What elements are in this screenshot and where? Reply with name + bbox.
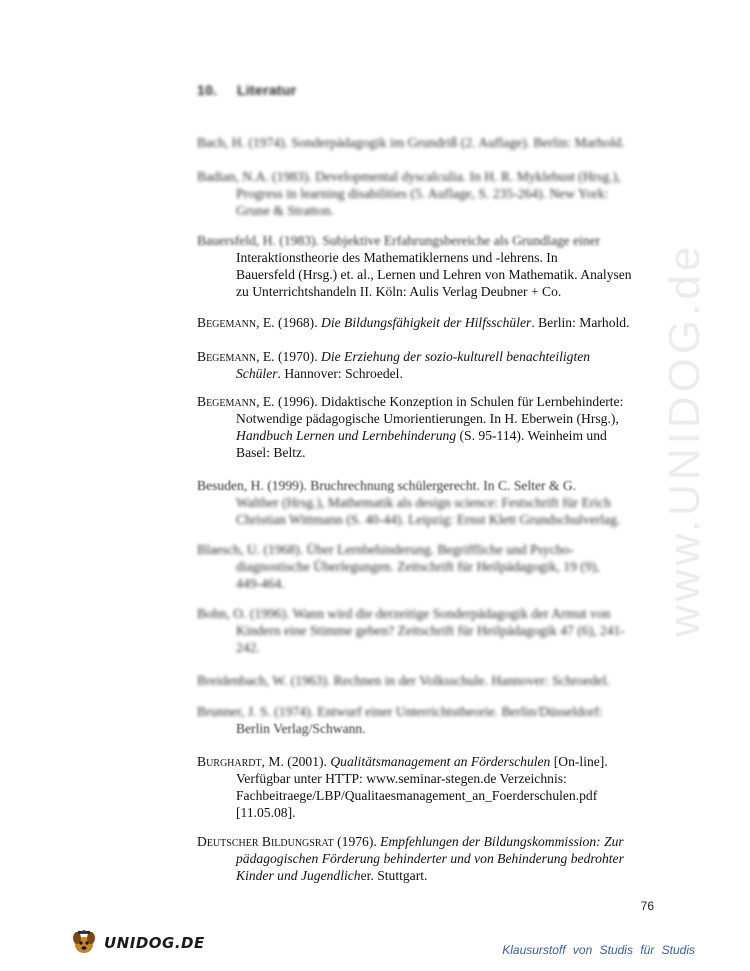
reference-entry (197, 393, 649, 461)
reference-line: Kindern eine Stimme geben? Zeitschrift für Heilpädagogik 47 (6), 241- (236, 623, 625, 638)
reference-line: Berlin Verlag/Schwann. (236, 721, 366, 736)
watermark: www.UNIDOG.de (660, 242, 709, 638)
reference-title: Handbuch Lernen und Lernbehinderung (236, 428, 457, 443)
reference-line: Badian, N.A. (1983). Developmental dyscalculia. In H. R. Myklebust (Hrsg.), (197, 169, 621, 184)
reference-line: Bauersfeld, H. (1983). Subjektive Erfahrungsbereiche als Grundlage einer (197, 233, 601, 248)
page-number: 76 (640, 899, 654, 913)
reference-medium: [On-line]. (550, 754, 608, 769)
logo-text: UNIDOG.DE (104, 934, 205, 952)
reference-entry (197, 672, 649, 689)
reference-entry (197, 477, 649, 528)
reference-line: Basel: Beltz. (236, 445, 306, 460)
reference-line: diagnostische Überlegungen. Zeitschrift für Heilpädagogik, 19 (9), (236, 559, 600, 574)
reference-year: , M. (2001). (261, 754, 331, 769)
reference-publisher: . Berlin: Marhold. (531, 315, 630, 330)
reference-entry (197, 168, 649, 219)
section-title: Literatur (237, 82, 297, 98)
reference-line: Breidenbach, W. (1963). Rechnen in der Volksschule. Hannover: Schroedel. (197, 673, 610, 688)
reference-line: Blaesch, U. (1968). Über Lernbehinderung. Begriffliche und Psycho- (197, 542, 574, 557)
reference-pages: (S. 95-114). Weinheim und (456, 428, 607, 443)
reference-entry (197, 753, 649, 821)
reference-line: Bauersfeld (Hrsg.) et. al., Lernen und Lehren von Mathematik. Analysen (236, 267, 632, 282)
reference-title: Die Erziehung der sozio-kulturell benachteiligten (321, 349, 591, 364)
reference-year: , E. (1970). (256, 349, 321, 364)
footer-tagline: Klausurstoff von Studis für Studis (502, 943, 695, 957)
reference-line: Brunner, J. S. (1974). Entwurf einer Unterrichtstheorie. Berlin/Düsseldorf: (197, 704, 603, 719)
reference-entry (197, 833, 649, 884)
reference-year: (1976). (333, 834, 381, 849)
reference-entry (197, 541, 649, 592)
reference-author: Begemann (197, 349, 257, 364)
reference-entry (197, 134, 649, 151)
reference-line: Grune & Stratton. (236, 203, 334, 218)
reference-line: Walther (Hrsg.), Mathematik als design science: Festschrift für Erich (236, 495, 611, 510)
unidog-logo[interactable] (70, 928, 205, 958)
reference-year: , E. (1996). Didaktische Konzeption in Schulen für Lernbehinderte: (256, 394, 624, 409)
section-number: 10. (197, 82, 218, 98)
reference-entry (197, 703, 649, 737)
reference-publisher: . Hannover: Schroedel. (277, 366, 403, 381)
reference-title: pädagogischen Förderung behinderter und von Behinderung bedrohter (236, 851, 624, 866)
reference-line: zu Unterrichtshandeln II. Köln: Aulis Verlag Deubner + Co. (236, 284, 562, 299)
reference-entry (197, 605, 649, 656)
reference-title: Kinder und Jugendlich (236, 868, 361, 883)
reference-title: Qualitätsmanagement an Förderschulen (330, 754, 551, 769)
reference-year: , E. (1968). (256, 315, 321, 330)
reference-line: Progress in learning disabilities (5. Auflage, S. 235-264). New York: (236, 186, 609, 201)
reference-line: Christian Wittmann (S. 40-44). Leipzig: Ernst Klett Grundschulverlag. (236, 512, 621, 527)
reference-line: 449-464. (236, 576, 285, 591)
reference-line: Notwendige pädagogische Umorientierungen. In H. Eberwein (Hrsg.), (236, 411, 619, 426)
reference-author: Deutscher Bildungsrat (197, 834, 334, 849)
reference-line: [11.05.08]. (236, 805, 296, 820)
section-heading (197, 82, 297, 98)
reference-entry (197, 348, 649, 382)
reference-author: Begemann (197, 315, 257, 330)
reference-line: Interaktionstheorie des Mathematiklernens und -lehrens. In (236, 250, 558, 265)
reference-title: Schüler (236, 366, 278, 381)
reference-author: Begemann (197, 394, 257, 409)
reference-publisher: er. Stuttgart. (360, 868, 428, 883)
reference-line: Besuden, H. (1999). Bruchrechnung schülergerecht. In C. Selter & G. (197, 478, 577, 493)
reference-author: Burghardt (197, 754, 262, 769)
reference-line: Bach, H. (1974). Sonderpädagogik im Grundriß (2. Auflage). Berlin: Marhold. (197, 135, 625, 150)
reference-line: Verfügbar unter HTTP: www.seminar-stegen.de Verzeichnis: (236, 771, 567, 786)
reference-title: Die Bildungsfähigkeit der Hilfsschüler (321, 315, 532, 330)
reference-line: 242. (236, 640, 260, 655)
reference-entry (197, 314, 649, 331)
reference-entry (197, 232, 649, 300)
reference-title: Empfehlungen der Bildungskommission: Zur (380, 834, 624, 849)
reference-line: Bohn, O. (1996). Wann wird die derzeitige Sonderpädagogik der Armut von (197, 606, 611, 621)
reference-line: Fachbeitraege/LBP/Qualitaesmanagement_an_Foerderschulen.pdf (236, 788, 598, 803)
dog-icon (70, 929, 98, 957)
